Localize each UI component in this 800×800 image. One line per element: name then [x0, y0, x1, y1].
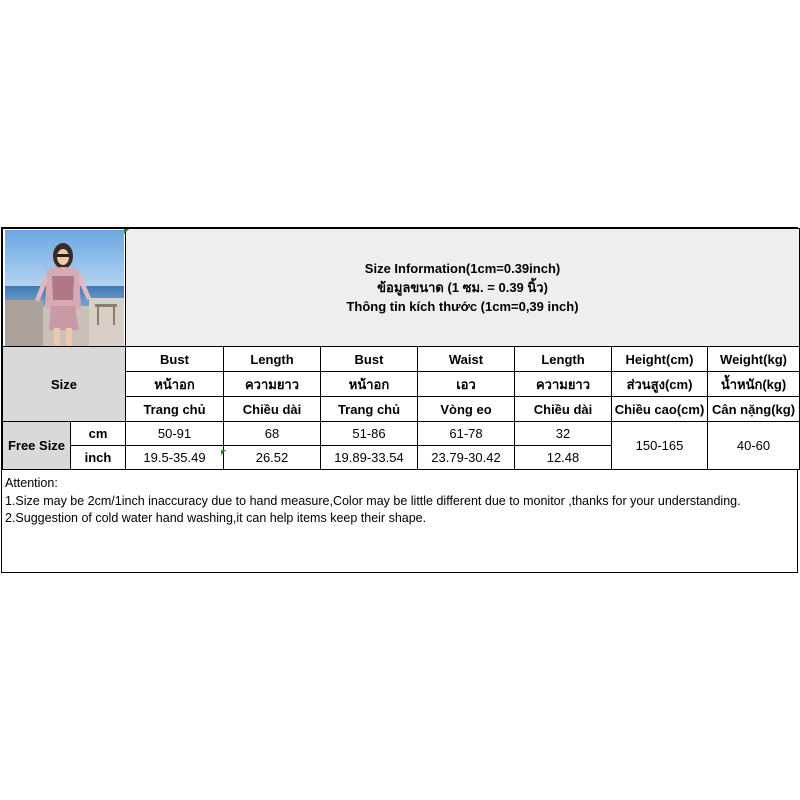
col-waist-vi: Vòng eo	[418, 397, 515, 422]
col-height-vi: Chiều cao(cm)	[612, 397, 708, 422]
col-weight-vi: Cân nặng(kg)	[708, 397, 800, 422]
col-length2-en: Length	[515, 347, 612, 372]
height-value: 150-165	[612, 422, 708, 470]
col-height-th: ส่วนสูง(cm)	[612, 372, 708, 397]
col-length2-th: ความยาว	[515, 372, 612, 397]
col-length-vi: Chiều dài	[224, 397, 321, 422]
inch-length: 26.52	[224, 446, 321, 470]
col-bust-vi: Trang chủ	[126, 397, 224, 422]
title-th: ข้อมูลขนาด (1 ซม. = 0.39 นิ้ว)	[377, 280, 548, 295]
cm-length: 68	[224, 422, 321, 446]
col-height-en: Height(cm)	[612, 347, 708, 372]
attention-line-1: 1.Size may be 2cm/1inch inaccuracy due to hand measure,Color may be little different due to monitor ,thanks for your understanding.	[5, 493, 741, 508]
cell-marker-triangle	[124, 229, 129, 234]
col-weight-th: น้ำหนัก(kg)	[708, 372, 800, 397]
col-waist-en: Waist	[418, 347, 515, 372]
col-bust2-vi: Trang chủ	[321, 397, 418, 422]
inch-length2: 12.48	[515, 446, 612, 470]
col-bust2-th: หน้าอก	[321, 372, 418, 397]
cm-bust2: 51-86	[321, 422, 418, 446]
size-label: Size	[3, 347, 126, 422]
cm-bust: 50-91	[126, 422, 224, 446]
unit-inch: inch	[71, 446, 126, 470]
col-length2-vi: Chiều dài	[515, 397, 612, 422]
title-cell	[126, 229, 800, 347]
cm-length2: 32	[515, 422, 612, 446]
product-photo	[5, 230, 124, 346]
col-weight-en: Weight(kg)	[708, 347, 800, 372]
col-length-en: Length	[224, 347, 321, 372]
attention-notes	[5, 475, 741, 528]
unit-cm: cm	[71, 422, 126, 446]
cell-marker-triangle	[221, 450, 226, 455]
cm-waist: 61-78	[418, 422, 515, 446]
attention-line-2: 2.Suggestion of cold water hand washing,it can help items keep their shape.	[5, 511, 427, 525]
col-waist-th: เอว	[418, 372, 515, 397]
inch-bust: 19.5-35.49	[126, 446, 224, 470]
col-bust-th: หน้าอก	[126, 372, 224, 397]
col-length-th: ความยาว	[224, 372, 321, 397]
col-bust2-en: Bust	[321, 347, 418, 372]
free-size-label: Free Size	[3, 422, 71, 470]
size-table	[2, 228, 800, 470]
title-vi: Thông tin kích thước (1cm=0,39 inch)	[346, 299, 579, 314]
size-chart-sheet	[1, 227, 798, 573]
attention-heading: Attention:	[5, 476, 58, 490]
weight-value: 40-60	[708, 422, 800, 470]
col-bust-en: Bust	[126, 347, 224, 372]
inch-bust2: 19.89-33.54	[321, 446, 418, 470]
inch-waist: 23.79-30.42	[418, 446, 515, 470]
product-photo-cell	[3, 229, 126, 347]
title-en: Size Information(1cm=0.39inch)	[364, 261, 561, 276]
